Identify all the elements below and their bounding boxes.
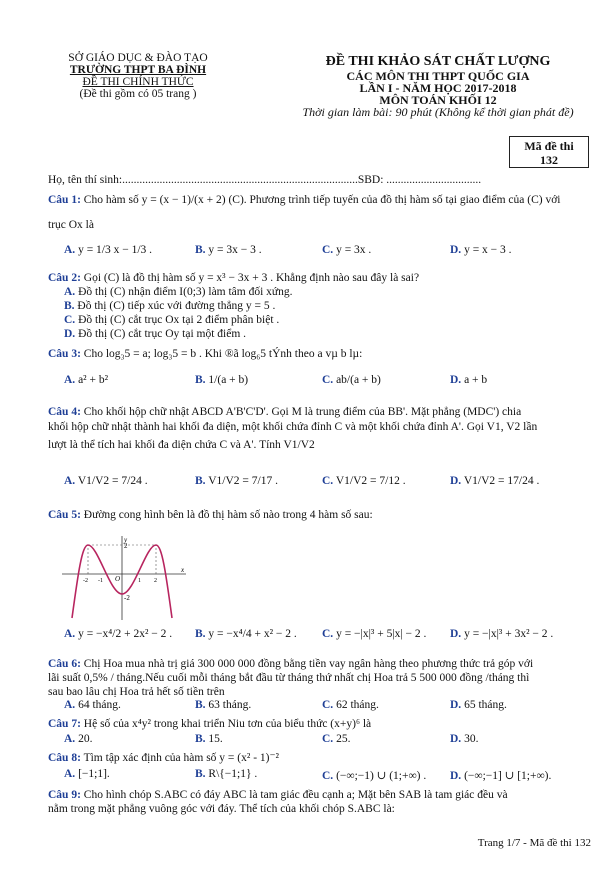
exam-duration: Thời gian làm bài: 90 phút (Không kể thời gian phát đề) (302, 105, 574, 119)
exam-subject: MÔN TOÁN KHỐI 12 (379, 93, 497, 107)
exam-code-box (509, 136, 589, 168)
option-a: A. 20. (64, 733, 93, 745)
option-d: D. (−∞;−1] ∪ [1;+∞). (450, 770, 552, 782)
question-1 (48, 193, 601, 207)
page-footer: Trang 1/7 - Mã đề thi 132 (477, 837, 591, 849)
question-4: Câu 4: Cho khối hộp chữ nhật ABCD A'B'C'D'. Gọi M là trung điểm của BB'. Mặt phẳng (MDC') chia (48, 406, 522, 418)
question-2: Câu 2: Gọi (C) là đồ thị hàm số y = x³ − 3x + 3 . Khẳng định nào sau đây là sai? (48, 272, 420, 284)
option-b: B. y = −x⁴/4 + x² − 2 . (195, 628, 297, 640)
option-c: C. 62 tháng. (322, 699, 379, 711)
function-graph (58, 534, 188, 622)
option-b: B. R\{−1;1} . (195, 768, 258, 780)
option-b: B. V1/V2 = 7/17 . (195, 475, 278, 487)
option-b: B. 1/(a + b) (195, 374, 249, 386)
option-b: B. y = 3x − 3 . (195, 244, 262, 256)
question-text-cont: lượt là thể tích hai khối đa diện chứa C và A'. Tính V1/V2 (48, 439, 315, 451)
option-a: A. V1/V2 = 7/24 . (64, 475, 148, 487)
option-c: C. y = −|x|³ + 5|x| − 2 . (322, 628, 427, 640)
exam-subtitle: CÁC MÔN THI THPT QUỐC GIA (346, 69, 530, 83)
x-axis-label: x (181, 566, 185, 574)
question-6: Câu 6: Chị Hoa mua nhà trị giá 300 000 000 đồng bằng tiền vay ngân hàng theo phương thức trả góp với (48, 658, 534, 670)
option-c: C. 25. (322, 733, 351, 745)
question-text-cont: khối hộp chữ nhật thành hai khối đa diện, một khối chứa đỉnh C và một khối chứa đỉnh A'. Gọi V1, V2 lần (48, 421, 538, 433)
option-a: A. a² + b² (64, 374, 109, 386)
option-a: A. 64 tháng. (64, 699, 121, 711)
option-d: D. 65 tháng. (450, 699, 507, 711)
option-b: B. 15. (195, 733, 223, 745)
question-label: Câu 1: (48, 194, 81, 206)
exam-code-label: Mã đề thi (524, 139, 574, 153)
option-d: D. 30. (450, 733, 479, 745)
option-c: C. (−∞;−1) ∪ (1;+∞) . (322, 770, 427, 782)
department-name: SỞ GIÁO DỤC & ĐÀO TẠO (68, 52, 208, 64)
option-b: B. Đồ thị (C) tiếp xúc với đường thẳng y = 5 . (64, 300, 276, 312)
option-a: A. [−1;1]. (64, 768, 110, 780)
option-d: D. y = −|x|³ + 3x² − 2 . (450, 628, 554, 640)
tick-label-x: -1 (98, 578, 103, 584)
page-count-note: (Đề thi gồm có 05 trang ) (79, 88, 197, 100)
question-3: Câu 3: Cho log₃5 = a; log₃5 = b . Khi ®ã log₆5 tÝnh theo a vµ b lµ: (48, 348, 363, 360)
tick-label-x: -2 (83, 578, 88, 584)
question-7: Câu 7: Hệ số của x⁴y² trong khai triển Niu tơn của biểu thức (x+y)⁶ là (48, 718, 372, 730)
option-d: D. y = x − 3 . (450, 244, 512, 256)
school-header (28, 52, 248, 100)
question-text-cont: lãi suất 0,5% / tháng.Nếu cuối mỗi tháng bắt đầu từ tháng thứ nhất chị Hoa trả 5 500 000 đồng /tháng thì (48, 672, 530, 684)
exam-round: LẦN I - NĂM HỌC 2017-2018 (359, 81, 517, 95)
question-text-cont: trục Ox là (48, 219, 94, 231)
exam-header (268, 54, 608, 118)
option-d: D. V1/V2 = 17/24 . (450, 475, 540, 487)
question-text-cont: nằm trong mặt phẳng vuông góc với đáy. Thể tích của khối chóp S.ABC là: (48, 803, 395, 815)
question-5: Câu 5: Đường cong hình bên là đồ thị hàm số nào trong 4 hàm số sau: (48, 509, 373, 521)
option-a: A. Đồ thị (C) nhận điểm I(0;3) làm tâm đối xứng. (64, 286, 293, 298)
option-a: A. y = 1/3 x − 1/3 . (64, 244, 153, 256)
question-text: Cho hàm số y = (x − 1)/(x + 2) (C). Phương trình tiếp tuyến của đồ thị hàm số tại giao điểm của (C) với (83, 194, 561, 206)
option-c: C. y = 3x . (322, 244, 372, 256)
question-text-cont: sau bao lâu chị Hoa trả hết số tiền trên (48, 686, 225, 698)
tick-label-y: -2 (124, 594, 130, 602)
exam-status: ĐỀ THI CHÍNH THỨC (82, 76, 194, 88)
option-b: B. 63 tháng. (195, 699, 252, 711)
option-a: A. y = −x⁴/2 + 2x² − 2 . (64, 628, 173, 640)
tick-label-x: 1 (138, 578, 141, 584)
question-9: Câu 9: Cho hình chóp S.ABC có đáy ABC là tam giác đều cạnh a; Mặt bên SAB là tam giác đều và (48, 789, 508, 801)
option-c: C. Đồ thị (C) cắt trục Ox tại 2 điểm phân biệt . (64, 314, 280, 326)
origin-label: O (115, 575, 121, 583)
tick-label-x: 2 (154, 578, 157, 584)
option-c: C. V1/V2 = 7/12 . (322, 475, 406, 487)
option-d: D. Đồ thị (C) cắt trục Oy tại một điểm . (64, 328, 247, 340)
exam-code-value: 132 (540, 153, 558, 167)
option-c: C. ab/(a + b) (322, 374, 381, 386)
student-info-line: Họ, tên thí sinh:..................................................................................SBD: ................................. (48, 174, 482, 186)
tick-label-y: 2 (124, 542, 128, 550)
y-axis-label: y (124, 536, 128, 544)
exam-title: ĐỀ THI KHẢO SÁT CHẤT LƯỢNG (325, 54, 551, 69)
option-d: D. a + b (450, 374, 488, 386)
school-name: TRƯỜNG THPT BA ĐÌNH (69, 64, 207, 76)
question-8: Câu 8: Tìm tập xác định của hàm số y = (x² - 1)⁻² (48, 752, 279, 764)
